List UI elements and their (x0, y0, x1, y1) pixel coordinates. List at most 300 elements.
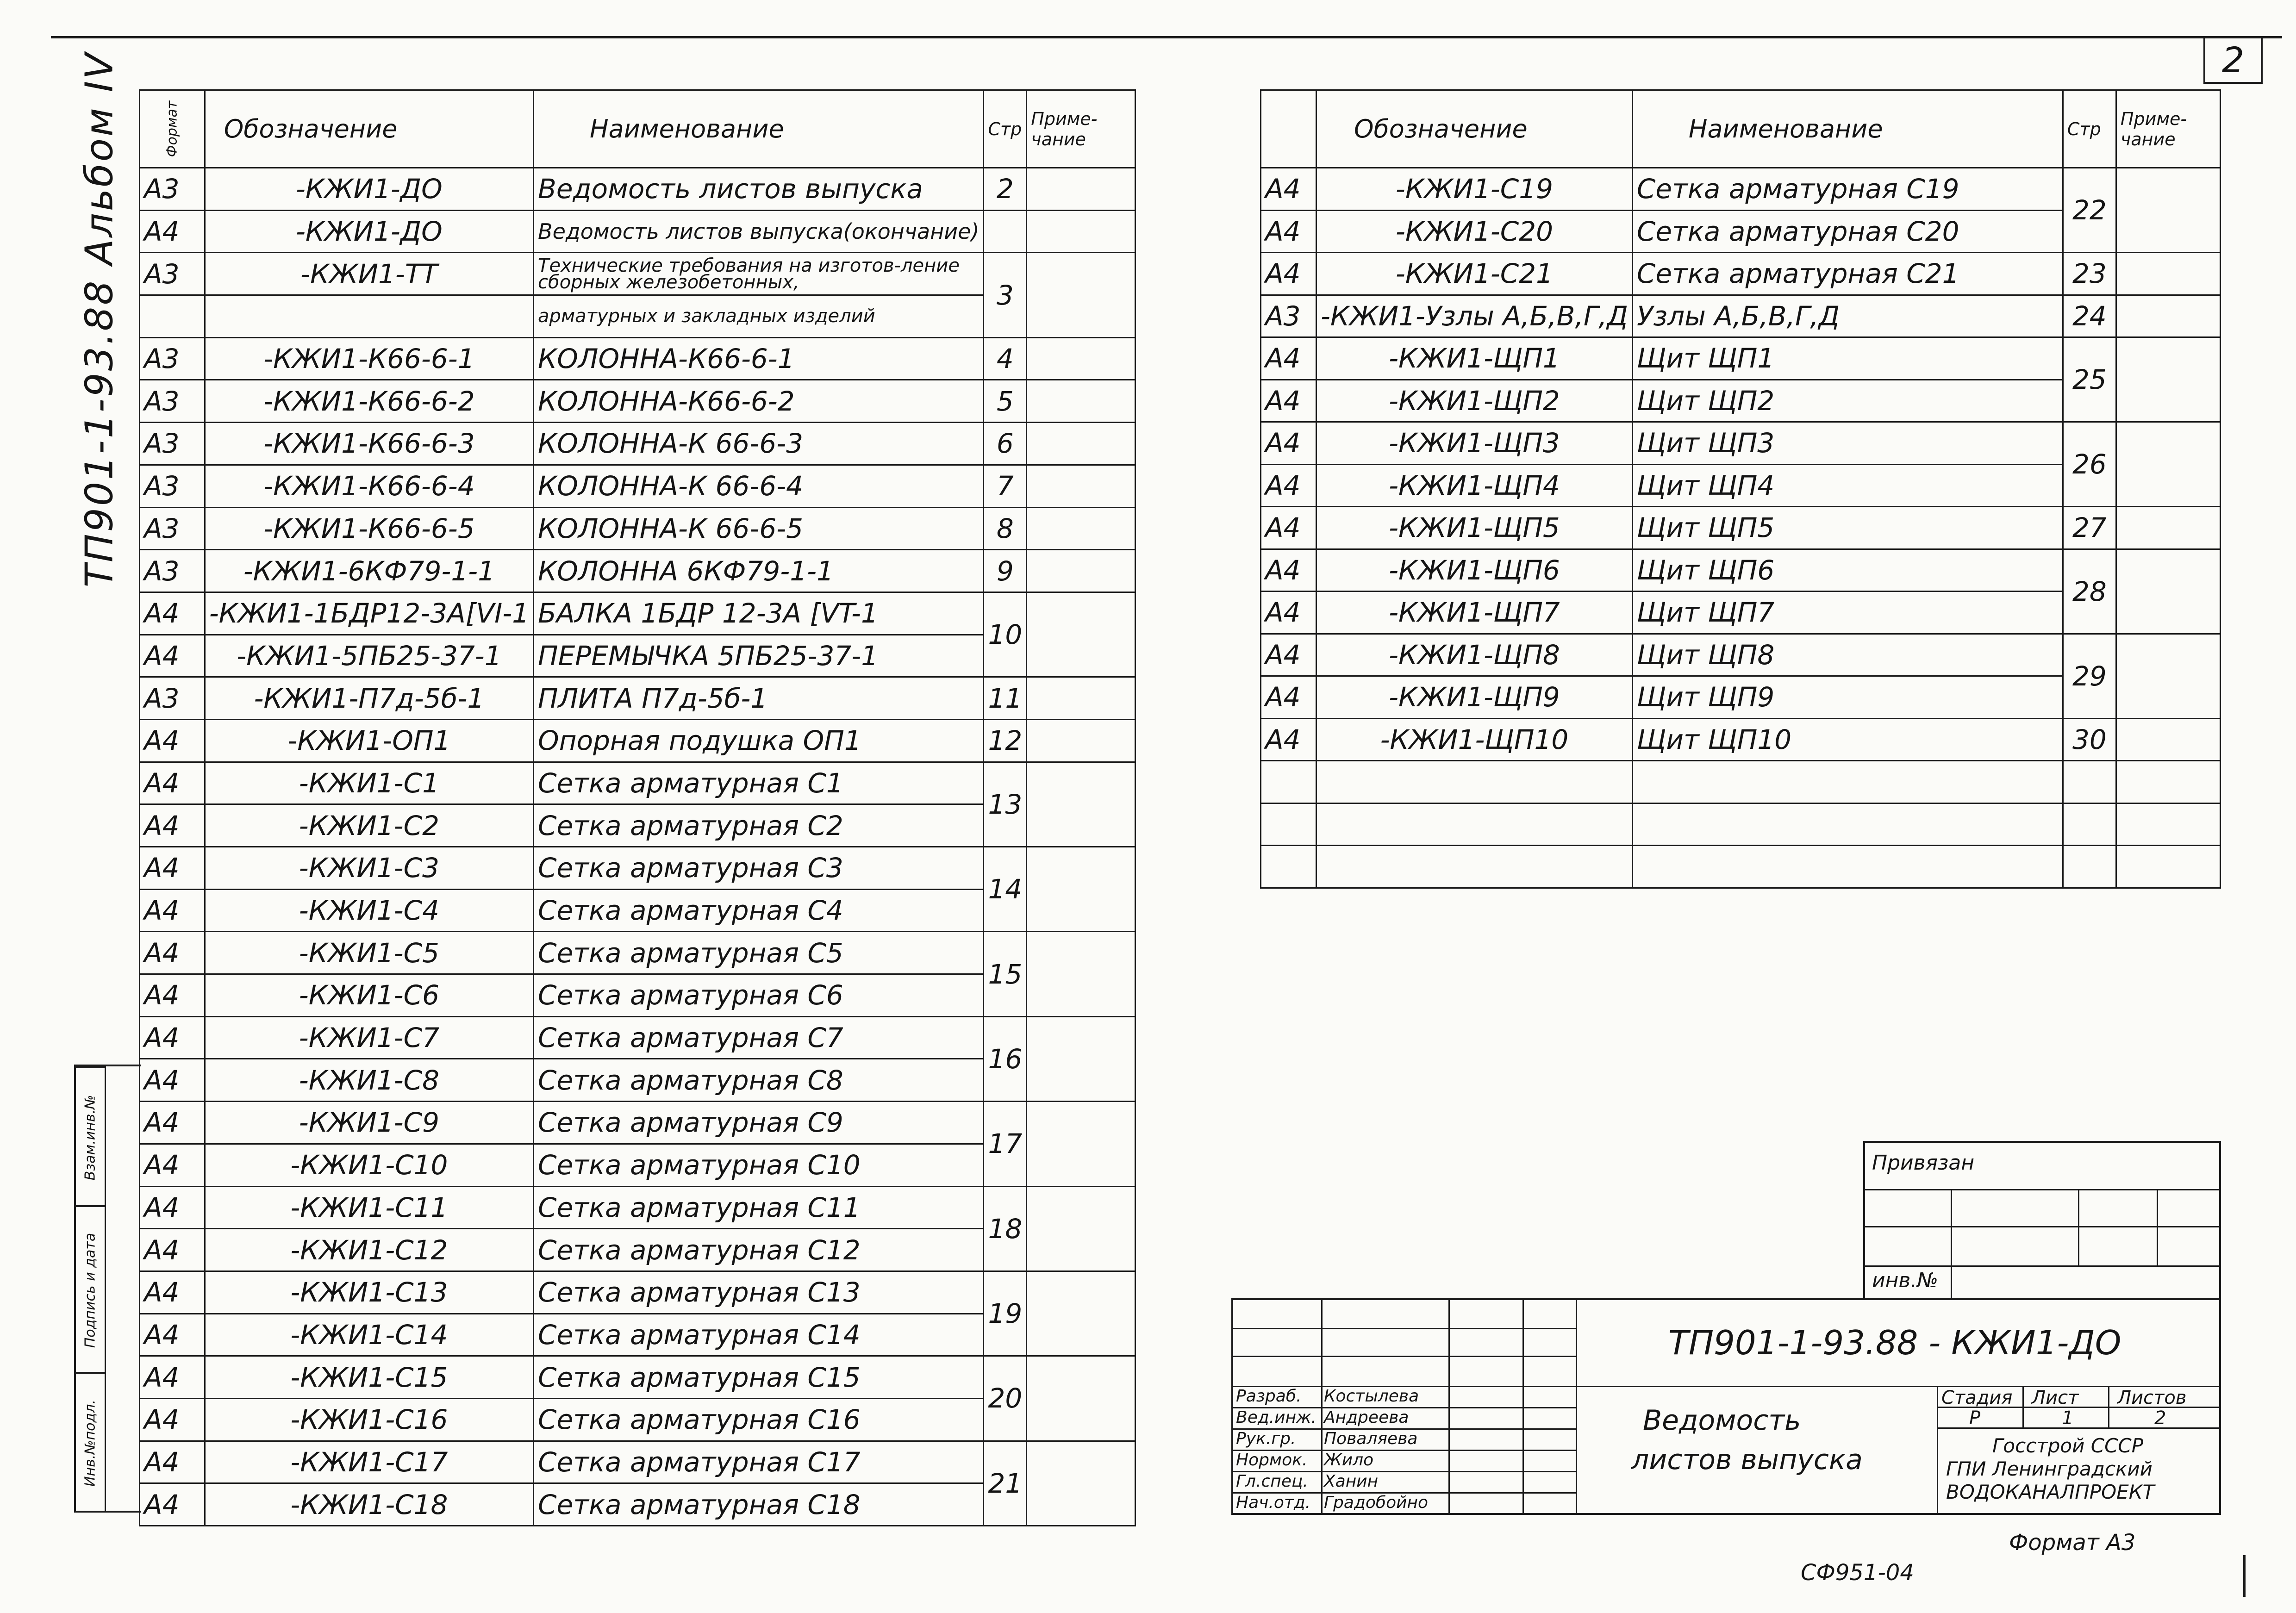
left-page-cell: 18 (984, 1186, 1027, 1271)
doc-title-line1: Ведомость (1643, 1404, 1801, 1437)
left-format-cell: А3 (140, 465, 205, 507)
left-row (140, 507, 1136, 550)
right-designation-cell: -КЖИ1-Узлы А,Б,В,Г,Д (1316, 295, 1633, 337)
right-name-cell: Сетка арматурная С20 (1632, 210, 2063, 253)
right-designation-cell: -КЖИ1-ЩП3 (1316, 422, 1633, 465)
left-format-cell: А4 (140, 932, 205, 974)
right-sheet-list-table (1260, 89, 2221, 889)
left-name-cell: Сетка арматурная С18 (534, 1483, 984, 1526)
right-format-cell: А4 (1261, 676, 1316, 719)
right-row (1261, 168, 2221, 211)
left-designation-cell: -КЖИ1-С18 (205, 1483, 533, 1526)
left-name-cell: ПЛИТА П7д-5б-1 (534, 677, 984, 720)
right-page-cell: 28 (2063, 549, 2116, 634)
col-header-note-right: Приме- чание (2116, 90, 2220, 168)
right-designation-cell: -КЖИ1-ЩП10 (1316, 718, 1633, 761)
tb-vline-role (1321, 1300, 1323, 1513)
right-name-cell: Щит ЩП6 (1632, 549, 2063, 592)
org-line1: Госстрой СССР (1992, 1434, 2144, 1457)
left-note-cell (1027, 210, 1136, 253)
left-format-cell: А4 (140, 1016, 205, 1059)
signer-name: Поваляева (1324, 1429, 1418, 1448)
left-designation-cell: -КЖИ1-ДО (205, 210, 533, 253)
sheet-label: Лист (2032, 1387, 2079, 1408)
left-format-cell: А4 (140, 1102, 205, 1144)
left-name-cell: Ведомость листов выпуска(окончание) (534, 210, 984, 253)
right-note-cell (2116, 549, 2220, 634)
left-format-cell: А4 (140, 1059, 205, 1102)
left-name-cell: Сетка арматурная С10 (534, 1144, 984, 1186)
left-name-cell: КОЛОННА 6КФ79-1-1 (534, 550, 984, 592)
left-designation-cell: -КЖИ1-П7д-5б-1 (205, 677, 533, 720)
binding-box (1863, 1141, 2221, 1300)
left-note-cell (1027, 932, 1136, 1016)
left-row (140, 1356, 1136, 1399)
binding-label: Привязан (1872, 1151, 1975, 1175)
left-row (140, 1102, 1136, 1144)
tb-hline-a (1233, 1328, 1576, 1329)
side-cell-inv (76, 1372, 105, 1513)
doc-title-line2: листов выпуска (1631, 1444, 1863, 1476)
right-name-cell: Сетка арматурная С21 (1632, 253, 2063, 295)
left-name-cell: Сетка арматурная С14 (534, 1314, 984, 1356)
right-row (1261, 253, 2221, 295)
left-format-cell: А4 (140, 804, 205, 847)
right-format-cell: А4 (1261, 168, 1316, 211)
right-note-cell (2116, 803, 2220, 846)
left-row (140, 550, 1136, 592)
left-name-cell: КОЛОННА-К 66-6-3 (534, 423, 984, 465)
right-format-cell: А4 (1261, 718, 1316, 761)
right-name-cell: Щит ЩП4 (1632, 464, 2063, 507)
right-format-cell: А4 (1261, 253, 1316, 295)
left-designation-cell: -КЖИ1-С3 (205, 847, 533, 890)
left-format-cell: А4 (140, 1398, 205, 1441)
tb-vline-stage (1937, 1386, 1938, 1513)
right-format-cell: А4 (1261, 549, 1316, 592)
left-designation-cell: -КЖИ1-К66-6-1 (205, 337, 533, 380)
col-header-format: Формат (140, 90, 205, 168)
right-name-cell (1632, 803, 2063, 846)
left-row (140, 168, 1136, 211)
left-format-cell: А4 (140, 1229, 205, 1271)
left-designation-cell: -КЖИ1-С12 (205, 1229, 533, 1271)
left-format-cell: А4 (140, 1314, 205, 1356)
right-designation-cell: -КЖИ1-ЩП4 (1316, 464, 1633, 507)
right-row (1261, 507, 2221, 549)
col-header-format-right (1261, 90, 1316, 168)
left-name-cell: Сетка арматурная С2 (534, 804, 984, 847)
left-format-cell: А4 (140, 635, 205, 677)
left-page-cell: 19 (984, 1271, 1027, 1356)
left-name-cell: Сетка арматурная С4 (534, 889, 984, 932)
left-row (140, 337, 1136, 380)
signer-name: Костылева (1324, 1387, 1419, 1406)
left-note-cell (1027, 465, 1136, 507)
left-name-cell: КОЛОННА-К66-6-2 (534, 380, 984, 423)
right-page-cell: 26 (2063, 422, 2116, 507)
left-note-cell (1027, 677, 1136, 720)
left-page-cell: 7 (984, 465, 1027, 507)
tb-vline-name (1448, 1300, 1450, 1513)
signer-name: Градобойно (1324, 1493, 1429, 1512)
right-name-cell: Щит ЩП1 (1632, 337, 2063, 380)
left-format-cell: А3 (140, 423, 205, 465)
right-note-cell (2116, 846, 2220, 888)
left-note-cell (1027, 719, 1136, 762)
right-page-cell: 25 (2063, 337, 2116, 422)
right-format-cell: А4 (1261, 337, 1316, 380)
left-designation-cell: -КЖИ1-С8 (205, 1059, 533, 1102)
inv-label: инв.№ (1872, 1269, 1939, 1292)
signer-name: Ханин (1324, 1472, 1379, 1491)
binding-line-3 (1865, 1265, 2219, 1267)
left-name-cell: арматурных и закладных изделий (534, 295, 984, 338)
left-row (140, 1271, 1136, 1314)
signer-name: Жило (1324, 1451, 1374, 1470)
left-row (140, 592, 1136, 635)
right-format-cell: А4 (1261, 507, 1316, 549)
left-format-cell: А4 (140, 974, 205, 1017)
right-name-cell: Сетка арматурная С19 (1632, 168, 2063, 211)
right-designation-cell: -КЖИ1-ЩП9 (1316, 676, 1633, 719)
signer-name: Андреева (1324, 1408, 1409, 1427)
left-name-cell: Сетка арматурная С7 (534, 1016, 984, 1059)
left-note-cell (1027, 1441, 1136, 1526)
format-label: Формат А3 (2009, 1530, 2136, 1556)
left-name-cell: Технические требования на изготов-ление сборных железобетонных, (534, 253, 984, 295)
stage-label: Стадия (1941, 1387, 2013, 1408)
left-page-cell: 14 (984, 847, 1027, 932)
right-name-cell: Щит ЩП8 (1632, 634, 2063, 676)
left-designation-cell: -КЖИ1-1БДР12-3А[VI-1 (205, 592, 533, 635)
left-page-cell: 17 (984, 1102, 1027, 1186)
right-note-cell (2116, 761, 2220, 803)
left-designation-cell: -КЖИ1-К66-6-5 (205, 507, 533, 550)
left-sheet-list-table (139, 89, 1136, 1526)
left-format-cell: А4 (140, 210, 205, 253)
left-designation-cell: -КЖИ1-К66-6-3 (205, 423, 533, 465)
right-row (1261, 846, 2221, 888)
right-page-cell: 23 (2063, 253, 2116, 295)
binding-vline-3 (2157, 1189, 2158, 1265)
right-designation-cell: -КЖИ1-ЩП5 (1316, 507, 1633, 549)
right-name-cell: Щит ЩП10 (1632, 718, 2063, 761)
left-row (140, 719, 1136, 762)
signer-role: Разраб. (1236, 1387, 1302, 1406)
col-header-designation: Обозначение (205, 90, 533, 168)
left-format-cell: А4 (140, 1144, 205, 1186)
binding-line-1 (1865, 1189, 2219, 1190)
right-designation-cell (1316, 846, 1633, 888)
right-designation-cell: -КЖИ1-С21 (1316, 253, 1633, 295)
top-border-line (51, 36, 2282, 38)
right-note-cell (2116, 718, 2220, 761)
signer-role: Гл.спец. (1236, 1472, 1308, 1491)
col-header-note: Приме- чание (1027, 90, 1136, 168)
left-designation-cell: -КЖИ1-С13 (205, 1271, 533, 1314)
right-row (1261, 803, 2221, 846)
left-note-cell (1027, 1186, 1136, 1271)
left-designation-cell: -КЖИ1-С6 (205, 974, 533, 1017)
right-format-cell: А4 (1261, 634, 1316, 676)
left-page-cell: 10 (984, 592, 1027, 677)
left-row (140, 423, 1136, 465)
left-name-cell: БАЛКА 1БДР 12-3А [VT-1 (534, 592, 984, 635)
left-row (140, 932, 1136, 974)
left-designation-cell: -КЖИ1-К66-6-2 (205, 380, 533, 423)
left-row (140, 762, 1136, 804)
tb-vline-date (1576, 1300, 1577, 1513)
right-format-cell (1261, 761, 1316, 803)
left-note-cell (1027, 380, 1136, 423)
left-row (140, 253, 1136, 295)
left-note-cell (1027, 1102, 1136, 1186)
right-row (1261, 761, 2221, 803)
left-note-cell (1027, 423, 1136, 465)
binding-vline-2 (2078, 1189, 2079, 1265)
left-designation-cell: -КЖИ1-5ПБ25-37-1 (205, 635, 533, 677)
left-note-cell (1027, 592, 1136, 677)
left-designation-cell: -КЖИ1-С11 (205, 1186, 533, 1229)
right-designation-cell: -КЖИ1-ЩП7 (1316, 592, 1633, 634)
left-name-cell: ПЕРЕМЫЧКА 5ПБ25-37-1 (534, 635, 984, 677)
col-header-page-right: Стр (2063, 90, 2116, 168)
left-row (140, 210, 1136, 253)
left-row (140, 1016, 1136, 1059)
right-edge-mark (2243, 1555, 2246, 1597)
right-format-cell: А4 (1261, 210, 1316, 253)
left-designation-cell: -КЖИ1-С14 (205, 1314, 533, 1356)
left-page-cell: 2 (984, 168, 1027, 211)
left-name-cell: Сетка арматурная С11 (534, 1186, 984, 1229)
binding-line-2 (1865, 1226, 2219, 1227)
right-format-cell (1261, 803, 1316, 846)
right-designation-cell: -КЖИ1-ЩП1 (1316, 337, 1633, 380)
left-row (140, 677, 1136, 720)
left-page-cell: 9 (984, 550, 1027, 592)
left-note-cell (1027, 550, 1136, 592)
left-note-cell (1027, 337, 1136, 380)
left-name-cell: Сетка арматурная С9 (534, 1102, 984, 1144)
left-name-cell: Сетка арматурная С8 (534, 1059, 984, 1102)
title-block (1231, 1298, 2221, 1515)
left-row (140, 1441, 1136, 1483)
right-format-cell: А4 (1261, 592, 1316, 634)
left-page-cell: 15 (984, 932, 1027, 1016)
right-page-cell (2063, 761, 2116, 803)
signer-role: Рук.гр. (1236, 1429, 1296, 1448)
left-row (140, 1186, 1136, 1229)
left-format-cell: А4 (140, 719, 205, 762)
right-designation-cell (1316, 803, 1633, 846)
bottom-code: СФ951-04 (1801, 1560, 1914, 1586)
left-name-cell: Опорная подушка ОП1 (534, 719, 984, 762)
left-designation-cell: -КЖИ1-С4 (205, 889, 533, 932)
right-page-cell: 22 (2063, 168, 2116, 253)
sheet-value: 1 (2062, 1407, 2074, 1429)
left-note-cell (1027, 168, 1136, 211)
stage-value: Р (1969, 1407, 1981, 1429)
left-note-cell (1027, 507, 1136, 550)
left-format-cell (140, 295, 205, 338)
binding-vline-1 (1951, 1189, 1952, 1300)
left-designation-cell: -КЖИ1-С15 (205, 1356, 533, 1399)
left-format-cell: А4 (140, 1441, 205, 1483)
right-row (1261, 634, 2221, 676)
right-designation-cell (1316, 761, 1633, 803)
left-format-cell: А4 (140, 1271, 205, 1314)
left-designation-cell: -КЖИ1-6КФ79-1-1 (205, 550, 533, 592)
side-title: ТП901-1-93.88 Альбом IV (77, 51, 122, 588)
left-format-cell: А4 (140, 889, 205, 932)
col-header-designation-right: Обозначение (1316, 90, 1633, 168)
left-name-cell: Сетка арматурная С5 (534, 932, 984, 974)
left-format-cell: А4 (140, 1356, 205, 1399)
left-page-cell: 16 (984, 1016, 1027, 1101)
left-page-cell: 11 (984, 677, 1027, 720)
right-designation-cell: -КЖИ1-С19 (1316, 168, 1633, 211)
right-note-cell (2116, 422, 2220, 507)
tb-hline-b (1233, 1356, 1576, 1357)
right-page-cell: 29 (2063, 634, 2116, 718)
doc-code: ТП901-1-93.88 - КЖИ1-ДО (1668, 1323, 2121, 1362)
left-format-cell: А4 (140, 1186, 205, 1229)
right-format-cell: А4 (1261, 422, 1316, 465)
right-format-cell: А4 (1261, 380, 1316, 422)
left-format-cell: А3 (140, 168, 205, 211)
left-name-cell: Ведомость листов выпуска (534, 168, 984, 211)
left-note-cell (1027, 1271, 1136, 1356)
left-designation-cell: -КЖИ1-ОП1 (205, 719, 533, 762)
right-note-cell (2116, 168, 2220, 253)
left-format-cell: А3 (140, 337, 205, 380)
left-page-cell (984, 210, 1027, 253)
left-name-cell: КОЛОННА-К 66-6-5 (534, 507, 984, 550)
sheets-label: Листов (2117, 1387, 2187, 1408)
left-name-cell: Сетка арматурная С6 (534, 974, 984, 1017)
left-name-cell: КОЛОННА-К66-6-1 (534, 337, 984, 380)
left-designation-cell: -КЖИ1-С2 (205, 804, 533, 847)
org-line2: ГПИ Ленинградский (1946, 1457, 2152, 1480)
left-name-cell: Сетка арматурная С1 (534, 762, 984, 804)
right-note-cell (2116, 253, 2220, 295)
left-designation-cell: -КЖИ1-С10 (205, 1144, 533, 1186)
signer-role: Вед.инж. (1236, 1408, 1316, 1427)
left-name-cell: Сетка арматурная С16 (534, 1398, 984, 1441)
signer-role: Нач.отд. (1236, 1493, 1311, 1512)
side-strip-divider (105, 1066, 106, 1511)
right-row (1261, 422, 2221, 465)
side-cell-sign (76, 1205, 105, 1374)
left-designation-cell: -КЖИ1-ДО (205, 168, 533, 211)
left-format-cell: А3 (140, 677, 205, 720)
left-note-cell (1027, 847, 1136, 932)
left-name-cell: Сетка арматурная С17 (534, 1441, 984, 1483)
left-designation-cell: -КЖИ1-С17 (205, 1441, 533, 1483)
left-designation-cell: -КЖИ1-С5 (205, 932, 533, 974)
left-page-cell: 4 (984, 337, 1027, 380)
signer-role: Нормок. (1236, 1451, 1308, 1470)
left-page-cell: 5 (984, 380, 1027, 423)
left-name-cell: Сетка арматурная С15 (534, 1356, 984, 1399)
left-note-cell (1027, 1356, 1136, 1441)
right-page-cell: 27 (2063, 507, 2116, 549)
right-format-cell (1261, 846, 1316, 888)
left-name-cell: Сетка арматурная С12 (534, 1229, 984, 1271)
right-designation-cell: -КЖИ1-С20 (1316, 210, 1633, 253)
left-format-cell: А3 (140, 550, 205, 592)
left-row (140, 380, 1136, 423)
right-name-cell: Щит ЩП7 (1632, 592, 2063, 634)
sheets-value: 2 (2154, 1407, 2166, 1429)
left-format-cell: А3 (140, 380, 205, 423)
right-name-cell (1632, 846, 2063, 888)
left-designation-cell: -КЖИ1-ТТ (205, 253, 533, 295)
right-page-cell (2063, 803, 2116, 846)
right-note-cell (2116, 295, 2220, 337)
left-format-cell: А4 (140, 592, 205, 635)
right-name-cell: Щит ЩП2 (1632, 380, 2063, 422)
side-label-sign: Подпись и дата (82, 1233, 99, 1348)
right-page-cell: 30 (2063, 718, 2116, 761)
right-note-cell (2116, 507, 2220, 549)
right-designation-cell: -КЖИ1-ЩП2 (1316, 380, 1633, 422)
col-header-name-right: Наименование (1632, 90, 2063, 168)
right-name-cell: Щит ЩП9 (1632, 676, 2063, 719)
left-page-cell: 3 (984, 253, 1027, 337)
page-number: 2 (2203, 38, 2263, 84)
left-format-cell: А4 (140, 1483, 205, 1526)
right-row (1261, 549, 2221, 592)
side-label-inv: Инв.№подл. (82, 1400, 99, 1487)
left-page-cell: 20 (984, 1356, 1027, 1441)
left-page-cell: 6 (984, 423, 1027, 465)
side-cell-replace (76, 1066, 105, 1207)
right-designation-cell: -КЖИ1-ЩП6 (1316, 549, 1633, 592)
left-designation-cell: -КЖИ1-К66-6-4 (205, 465, 533, 507)
left-row (140, 465, 1136, 507)
right-row (1261, 337, 2221, 380)
left-row (140, 847, 1136, 890)
left-name-cell: Сетка арматурная С3 (534, 847, 984, 890)
left-designation-cell: -КЖИ1-С1 (205, 762, 533, 804)
left-name-cell: КОЛОННА-К 66-6-4 (534, 465, 984, 507)
right-format-cell: А3 (1261, 295, 1316, 337)
side-stamp-strip (74, 1065, 141, 1513)
left-page-cell: 12 (984, 719, 1027, 762)
right-name-cell (1632, 761, 2063, 803)
right-note-cell (2116, 634, 2220, 718)
left-format-cell: А4 (140, 847, 205, 890)
left-note-cell (1027, 1016, 1136, 1101)
left-format-cell: А3 (140, 507, 205, 550)
right-name-cell: Узлы А,Б,В,Г,Д (1632, 295, 2063, 337)
left-page-cell: 8 (984, 507, 1027, 550)
org-line3: ВОДОКАНАЛПРОЕКТ (1946, 1481, 2155, 1503)
col-header-page: Стр (984, 90, 1027, 168)
right-row (1261, 295, 2221, 337)
right-note-cell (2116, 337, 2220, 422)
right-designation-cell: -КЖИ1-ЩП8 (1316, 634, 1633, 676)
left-designation-cell (205, 295, 533, 338)
right-name-cell: Щит ЩП3 (1632, 422, 2063, 465)
right-format-cell: А4 (1261, 464, 1316, 507)
right-row (1261, 718, 2221, 761)
left-format-cell: А3 (140, 253, 205, 295)
left-note-cell (1027, 253, 1136, 337)
right-page-cell (2063, 846, 2116, 888)
